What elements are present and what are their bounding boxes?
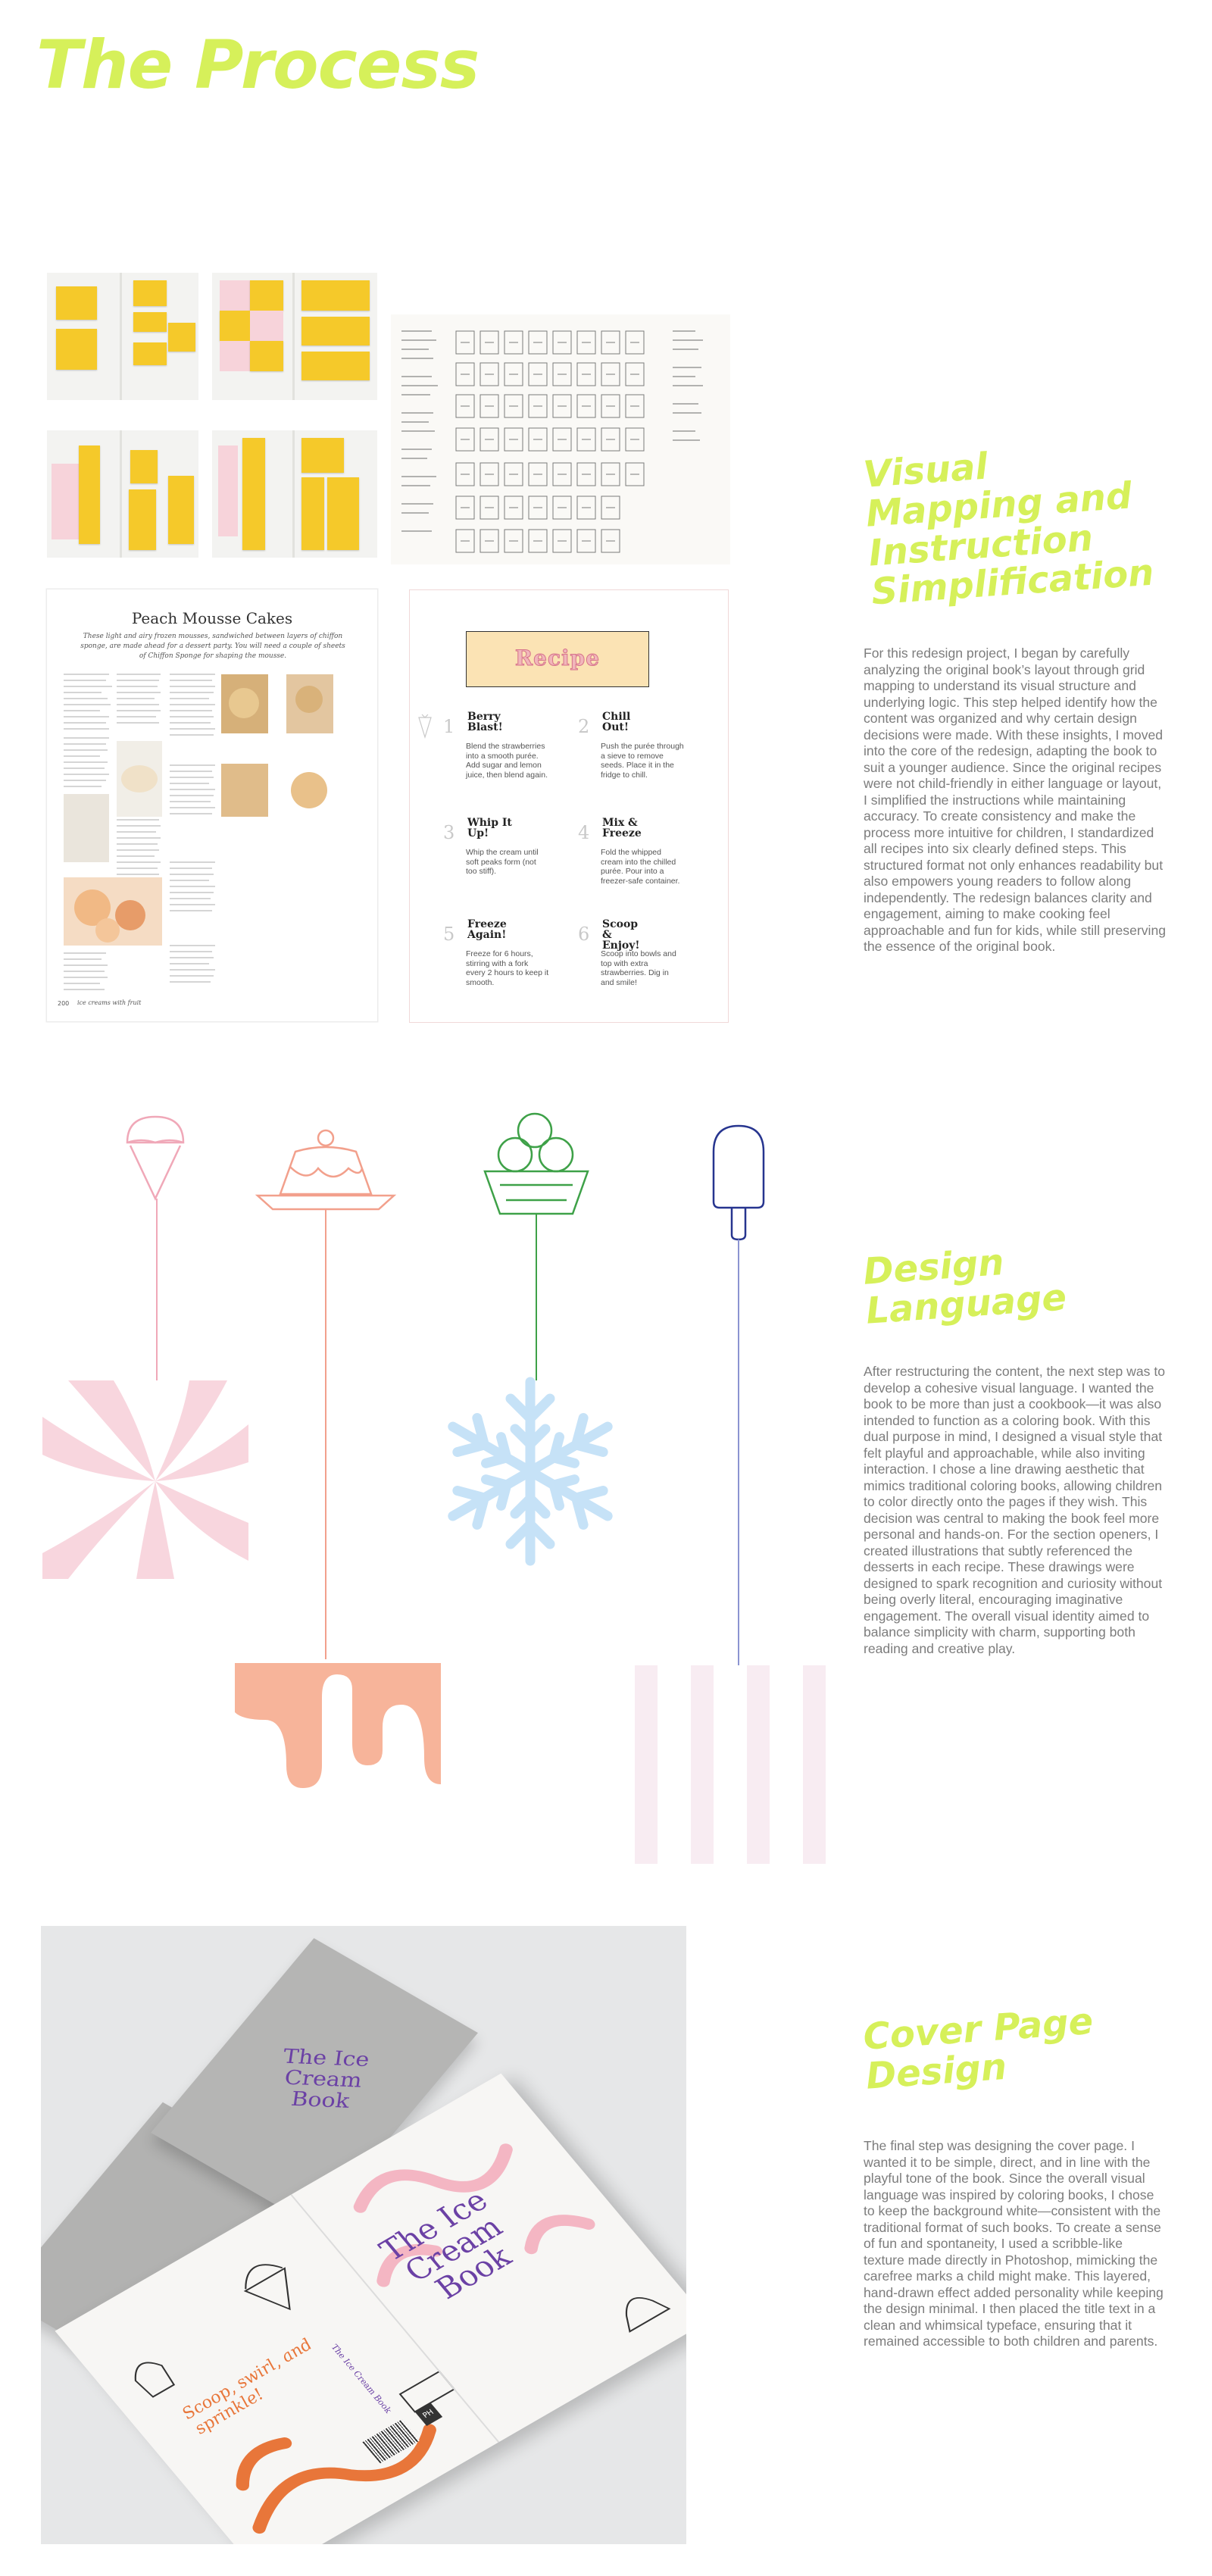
design-language-illustrations	[0, 1099, 848, 1871]
step-title: Scoop & Enjoy!	[602, 918, 640, 952]
page-title: The Process	[36, 26, 479, 104]
original-page-number: 200	[58, 1000, 70, 1007]
grid-mapping-photo-2	[212, 273, 377, 400]
step-title: Whip It Up!	[467, 817, 512, 839]
original-page-footer: ice creams with fruit	[77, 999, 142, 1006]
design-section-title: Design Language	[861, 1241, 1068, 1333]
design-section-body: After restructuring the content, the next step was to develop a cohesive visual language. I wanted the book to be more than just a cookbook—it was also intended to function as a coloring book. With this dual purpose in mind, I designed a visual style that felt playful and approachable, while also inviting interaction. I chose a line drawing aesthetic that mimics traditional coloring books, allowing children to color directly onto the pages if they wish. This decision was central to making the book feel more personal and hands-on. For the section openers, I created illustrations that subtly referenced the desserts in each recipe. These drawings were designed to spark recognition and curiosity without being overly literal, encouraging imaginative engagement. The overall visual identity aimed to balance simplicity with charm, supporting both reading and creative play.	[864, 1364, 1166, 1656]
step-description: Blend the strawberries into a smooth purée. Add sugar and lemon juice, then blend again.	[466, 742, 548, 780]
step-number: 3	[443, 822, 455, 843]
strawberry-icon	[416, 711, 434, 742]
cover-title-small: The Ice Cream Book	[281, 2044, 371, 2113]
grid-mapping-photo-3	[47, 430, 198, 558]
recipe-heading: Recipe	[514, 646, 601, 671]
step-title: Freeze Again!	[467, 918, 507, 941]
grid-mapping-photo-4	[212, 430, 377, 558]
original-page-columns	[47, 589, 377, 1021]
ice-cream-cup-icon	[485, 1114, 588, 1380]
step-description: Whip the cream until soft peaks form (not too stiff).	[466, 848, 539, 876]
thumbnail-sketches	[391, 314, 730, 564]
thumbnail-sketch-photo	[391, 314, 730, 564]
pastel-stripes	[635, 1665, 826, 1864]
mapping-section-body: For this redesign project, I began by carefully analyzing the original book’s layout through grid mapping to understand its visual structure and underlying logic. This step helped identify how the content was organized and why certain design decisions were made. With these insights, I moved into the core of the redesign, adapting the book to suit a younger audience. Since the original recipes were not child-friendly in either language or layout, I simplified the instructions while maintaining accuracy. To create consistency and make the process more intuitive for children, I standardized all recipes into six clearly defined steps. This structured format not only enhances readability but also empowers young readers to follow along independently. The redesign balances clarity and engagement, aiming to make cooking feel approachable and fun for kids, while still preserving the essence of the original book.	[864, 646, 1167, 954]
popsicle-icon	[714, 1126, 764, 1665]
original-page-title: Peach Mousse Cakes	[131, 609, 293, 627]
step-title: Mix & Freeze	[602, 817, 642, 839]
step-number: 1	[443, 716, 455, 737]
back-cover-tagline: Scoop, swirl, and sprinkle!	[178, 2335, 317, 2438]
step-number: 2	[578, 716, 590, 737]
cover-mockup-photo	[41, 1926, 686, 2544]
step-title: Chill Out!	[602, 711, 631, 733]
spine-title: The Ice Cream Book	[329, 2343, 394, 2415]
ice-cream-cone-icon	[127, 1117, 183, 1380]
grid-mapping-photo-1	[47, 273, 198, 400]
cover-title-large: The Ice Cream Book	[373, 2184, 519, 2306]
pudding-icon	[258, 1130, 394, 1659]
step-number: 6	[578, 924, 590, 945]
recipe-card	[409, 589, 729, 1023]
pink-swirl-pattern	[42, 1380, 248, 1579]
peach-drip-shape	[235, 1663, 441, 1788]
cover-section-title: Cover Page Design	[861, 1999, 1095, 2098]
step-description: Fold the whipped cream into the chilled purée. Pour into a freezer-safe container.	[601, 848, 680, 886]
original-page-intro: These light and airy frozen mousses, sandwiched between layers of chiffon sponge, are made ahead for a dessert party. You will need a couple of sheets of Chiffon Sponge for shaping the mousse.	[80, 633, 345, 660]
original-book-page	[47, 589, 377, 1021]
recipe-heading-box	[466, 631, 649, 687]
step-description: Push the purée through a sieve to remove seeds. Place it in the fridge to chill.	[601, 742, 684, 780]
step-title: Berry Blast!	[467, 711, 503, 733]
step-description: Scoop into bowls and top with extra strawberries. Dig in and smile!	[601, 949, 676, 987]
snowflake-icon	[443, 1382, 617, 1561]
step-number: 4	[578, 822, 590, 843]
mapping-section-title: Visual Mapping and Instruction Simplification	[861, 445, 1156, 614]
step-number: 5	[443, 924, 455, 945]
step-description: Freeze for 6 hours, stirring with a fork every 2 hours to keep it smooth.	[466, 949, 549, 987]
publisher-logo: PH	[415, 2402, 442, 2426]
cover-section-body: The final step was designing the cover page. I wanted it to be simple, direct, and in line with the playful tone of the book. Since the overall visual language was inspired by coloring books, I chose to keep the background white—consistent with the traditional format of such books. To create a sense of fun and spontaneity, I used a scribble-like texture made directly in Photoshop, mimicking the carefree marks a child might make. This layered, hand-drawn effect added personality while keeping the design minimal. I then placed the title text in a clean and whimsical typeface, ensuring that it remained accessible to both children and parents.	[864, 2138, 1164, 2349]
